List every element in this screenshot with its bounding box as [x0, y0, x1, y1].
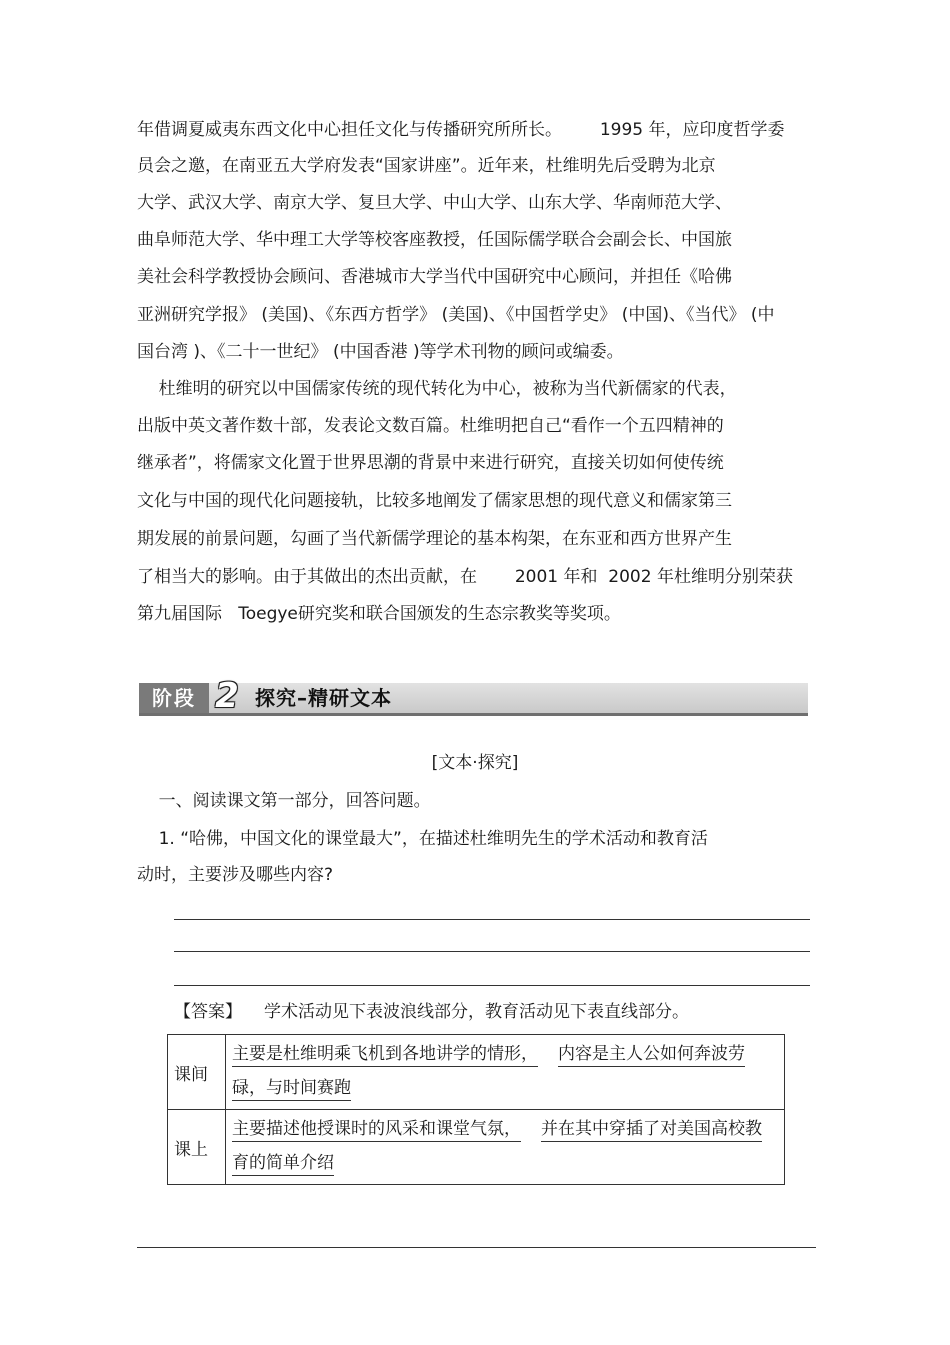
answer-text: 学术活动见下表波浪线部分，教育活动见下表直线部分。 [264, 1002, 689, 1022]
question-line: 动时，主要涉及哪些内容? [137, 865, 334, 885]
row-text-part: 主要描述他授课时的风采和课堂气氛， [232, 1119, 521, 1142]
intro-line: 国台湾 )、《二十一世纪》 (中国香港 )等学术刊物的顾问或编委。 [137, 342, 624, 362]
intro-line: 美社会科学教授协会顾问、香港城市大学当代中国研究中心顾问，并担任《哈佛 [137, 267, 732, 287]
row-content [226, 1110, 785, 1185]
research-line: 了相当大的影响。由于其做出的杰出贡献，在 2001 年和 2002 年杜维明分别荣获 [137, 567, 793, 587]
table-row [168, 1110, 785, 1185]
stage-title: 探究–精研文本 [255, 686, 392, 710]
research-line: 期发展的前景问题，勾画了当代新儒学理论的基本构架，在东亚和西方世界产生 [137, 529, 732, 549]
stage-banner [139, 676, 808, 716]
row-content [226, 1035, 785, 1110]
intro-line: 亚洲研究学报》 (美国)、《东西方哲学》 (美国)、《中国哲学史》 (中国)、《当代》 (中 [137, 305, 775, 325]
answer-blank-line[interactable] [174, 951, 810, 952]
row-head: 课间 [168, 1035, 226, 1110]
row-text-part: 主要是杜维明乘飞机到各地讲学的情形， [232, 1044, 538, 1067]
research-line: 文化与中国的现代化问题接轨，比较多地阐发了儒家思想的现代意义和儒家第三 [137, 491, 732, 511]
section-title: [文本·探究] [431, 753, 519, 773]
page-bottom-rule [137, 1247, 816, 1248]
research-line: 杜维明的研究以中国儒家传统的现代转化为中心，被称为当代新儒家的代表， [137, 379, 737, 399]
row-head: 课上 [168, 1110, 226, 1185]
stage-number: 2 [215, 676, 239, 716]
question-line: 1. “哈佛，中国文化的课堂最大”，在描述杜维明先生的学术活动和教育活 [137, 829, 708, 849]
answer-blank-line[interactable] [174, 919, 810, 920]
row-text-part: 内容是主人公如何奔波劳碌，与时间赛跑 [232, 1044, 745, 1101]
research-line: 出版中英文著作数十部，发表论文数百篇。杜维明把自己“看作一个五四精神的 [137, 416, 724, 436]
intro-line: 员会之邀，在南亚五大学府发表“国家讲座”。近年来，杜维明先后受聘为北京 [137, 156, 716, 176]
answer-blank-line[interactable] [174, 985, 810, 986]
research-line: 继承者”，将儒家文化置于世界思潮的背景中来进行研究，直接关切如何使传统 [137, 453, 724, 473]
answer-line [174, 1001, 689, 1023]
answer-table [167, 1034, 785, 1185]
research-line: 第九届国际 Toegye研究奖和联合国颁发的生态宗教奖等奖项。 [137, 604, 621, 624]
intro-line: 年借调夏威夷东西文化中心担任文化与传播研究所所长。 1995 年，应印度哲学委 [137, 120, 785, 140]
intro-line: 大学、武汉大学、南京大学、复旦大学、中山大学、山东大学、华南师范大学、 [137, 193, 732, 213]
row-text-part: 并在其中穿插了对美国高校教育的简单介绍 [232, 1119, 762, 1176]
part-heading: 一、阅读课文第一部分，回答问题。 [137, 791, 431, 811]
table-row [168, 1035, 785, 1110]
stage-label: 阶段 [139, 683, 209, 713]
answer-label: 【答案】 [174, 1002, 242, 1022]
intro-line: 曲阜师范大学、华中理工大学等校客座教授，任国际儒学联合会副会长、中国旅 [137, 230, 732, 250]
